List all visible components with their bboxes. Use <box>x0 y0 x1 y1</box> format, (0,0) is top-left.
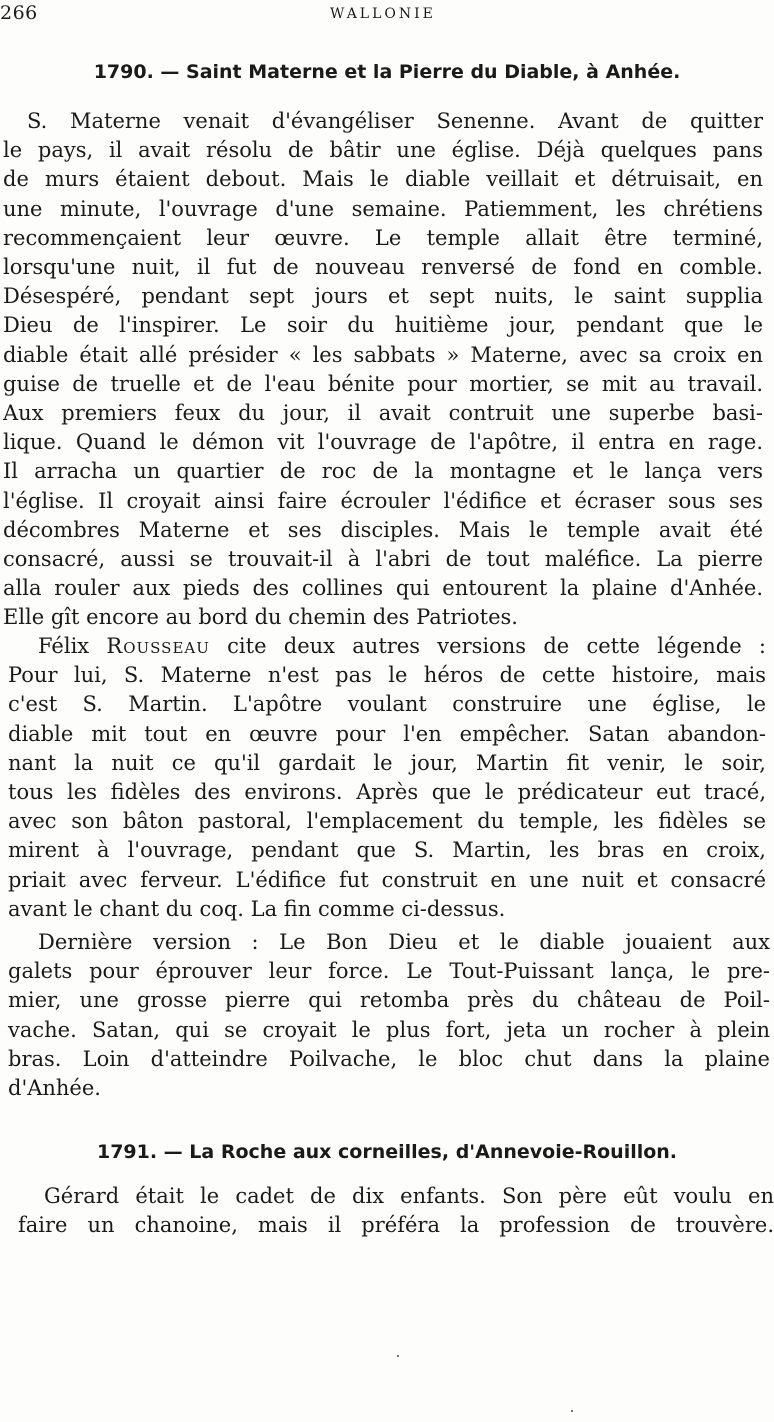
text-line: Aux premiers feux du jour, il avait contruit une superbe basi- <box>3 401 763 426</box>
text-line: avant le chant du coq. La fin comme ci-dessus. <box>8 896 506 921</box>
text-line: Dernière version : Le Bon Dieu et le diable jouaient aux <box>38 930 770 954</box>
text-line: d'Anhée. <box>8 1076 101 1101</box>
text-line: vache. Satan, qui se croyait le plus fort, jeta un rocher à plein <box>8 1017 770 1042</box>
entry-heading-1791: 1791. — La Roche aux corneilles, d'Annevoie-Rouillon. <box>96 1141 678 1163</box>
text-line: Pour lui, S. Materne n'est pas le héros de cette histoire, mais <box>8 663 766 688</box>
paragraph-last-version <box>8 928 770 1103</box>
text-line: Elle gît encore au bord du chemin des Patriotes. <box>3 605 518 630</box>
running-head <box>0 3 774 25</box>
text-line: l'église. Il croyait ainsi faire écrouler l'édifice et écraser sous ses <box>3 488 763 513</box>
text-line: nant la nuit ce qu'il gardait le jour, Martin fit venir, le soir, <box>8 750 766 775</box>
text-line: mirent à l'ouvrage, pendant que S. Martin, les bras en croix, <box>8 838 766 863</box>
paragraph-rousseau-versions <box>8 632 766 924</box>
text-line: recommençaient leur œuvre. Le temple allait être terminé, <box>3 225 763 250</box>
text-line: une minute, l'ouvrage d'une semaine. Patiemment, les chrétiens <box>3 196 763 221</box>
page-number: 266 <box>0 2 38 24</box>
text-line: consacré, aussi se trouvait-il à l'abri de tout maléfice. La pierre <box>3 547 763 572</box>
text-line: alla rouler aux pieds des collines qui entourent la plaine d'Anhée. <box>3 576 763 601</box>
text-line: de murs étaient debout. Mais le diable veillait et détruisait, en <box>3 167 763 192</box>
text-line: Gérard était le cadet de dix enfants. Son père eût voulu en <box>44 1184 774 1208</box>
text-line: guise de truelle et de l'eau bénite pour mortier, se mit au travail. <box>3 371 763 396</box>
text-line: diable était allé présider « les sabbats » Materne, avec sa croix en <box>3 342 763 367</box>
text-line: diable mit tout en œuvre pour l'en empêcher. Satan abandon- <box>8 721 766 746</box>
text-line: lique. Quand le démon vit l'ouvrage de l'apôtre, il entra en rage. <box>3 430 763 455</box>
text-line: tous les fidèles des environs. Après que le prédicateur eut tracé, <box>8 780 766 805</box>
text-line: bras. Loin d'atteindre Poilvache, le bloc chut dans la plaine <box>8 1046 770 1071</box>
text-line: cite deux autres versions de cette légende : <box>209 634 766 658</box>
text-line: c'est S. Martin. L'apôtre voulant construire une église, le <box>8 692 766 717</box>
text-line: S. Materne venait d'évangéliser Senenne. Avant de quitter <box>27 109 763 133</box>
author-prefix: Félix <box>38 634 107 658</box>
running-title: WALLONIE <box>330 6 436 22</box>
text-line: Dieu de l'inspirer. Le soir du huitième jour, pendant que le <box>3 313 763 338</box>
paragraph-gerard <box>18 1182 774 1240</box>
text-line-first <box>8 632 766 661</box>
text-line: lorsqu'une nuit, il fut de nouveau renversé de fond en comble. <box>3 255 763 280</box>
text-line: galets pour éprouver leur force. Le Tout-Puissant lança, le pre- <box>8 959 770 984</box>
text-line: décombres Materne et ses disciples. Mais le temple avait été <box>3 517 763 542</box>
text-line: avec son bâton pastoral, l'emplacement du temple, les fidèles se <box>8 809 766 834</box>
print-speck <box>571 1410 573 1412</box>
text-line: Désespéré, pendant sept jours et sept nuits, le saint supplia <box>3 284 763 309</box>
text-line: faire un chanoine, mais il préféra la profession de trouvère. <box>18 1213 774 1238</box>
print-speck <box>397 1355 399 1357</box>
text-line: Il arracha un quartier de roc de la montagne et le lança vers <box>3 459 763 484</box>
paragraph-legend-materne <box>3 107 763 633</box>
author-name: Rousseau <box>106 634 210 658</box>
text-line: le pays, il avait résolu de bâtir une église. Déjà quelques pans <box>3 138 763 163</box>
text-line: priait avec ferveur. L'édifice fut construit en une nuit et consacré <box>8 867 766 892</box>
entry-heading-1790: 1790. — Saint Materne et la Pierre du Diable, à Anhée. <box>93 61 681 83</box>
text-line: mier, une grosse pierre qui retomba près du château de Poil- <box>8 988 770 1013</box>
